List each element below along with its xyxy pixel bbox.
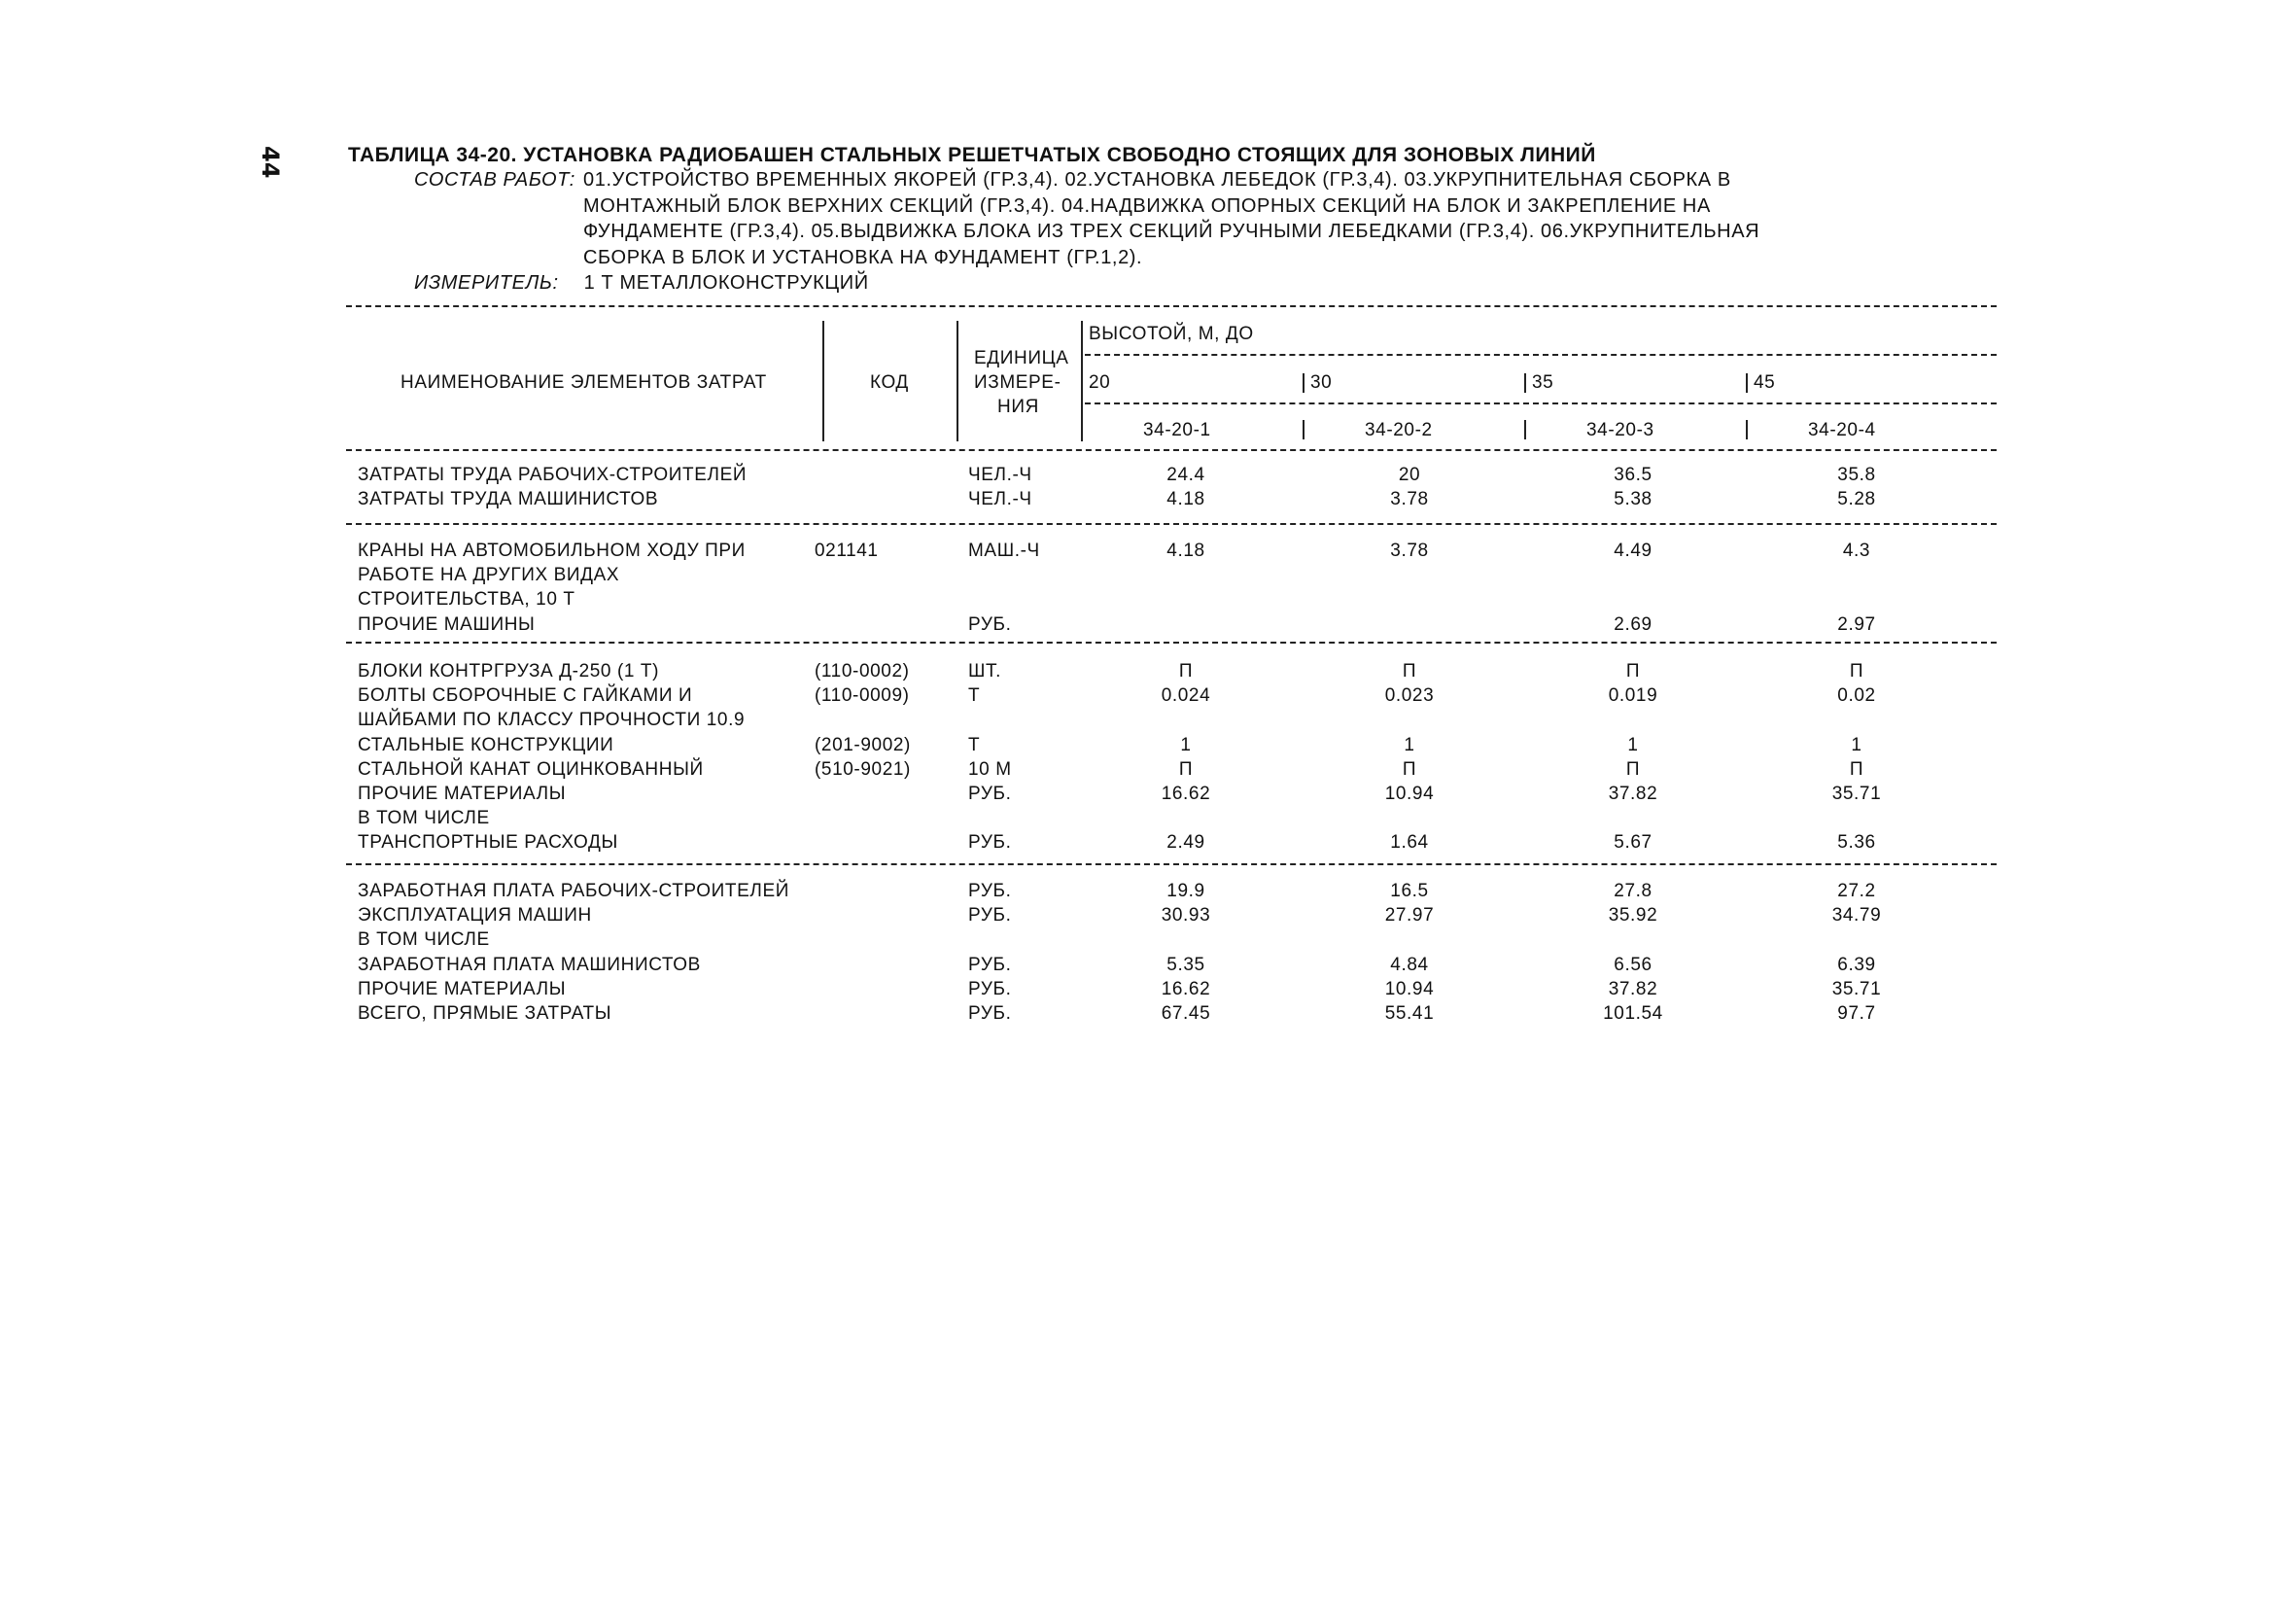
table-row — [0, 784, 2296, 809]
row-value-34-20-2: 1.64 — [1390, 832, 1429, 854]
column-divider — [1081, 321, 1083, 441]
table-row — [0, 465, 2296, 490]
row-unit: ШТ. — [968, 661, 1001, 682]
row-name: ШАЙБАМИ ПО КЛАССУ ПРОЧНОСТИ 10.9 — [358, 710, 746, 731]
header-code: КОД — [870, 372, 909, 393]
row-value-34-20-3: 0.019 — [1608, 685, 1658, 707]
row-unit: РУБ. — [968, 954, 1012, 975]
row-value-34-20-4: 97.7 — [1837, 1003, 1876, 1024]
row-name: В ТОМ ЧИСЛЕ — [358, 808, 490, 829]
row-code: (110-0002) — [815, 661, 910, 682]
table-row — [0, 832, 2296, 857]
row-value-34-20-3: 35.92 — [1608, 905, 1658, 926]
section-divider — [346, 523, 1997, 525]
row-value-34-20-4: П — [1849, 758, 1864, 780]
row-value-34-20-3: 4.49 — [1614, 541, 1652, 561]
row-value-34-20-2: 10.94 — [1384, 784, 1435, 804]
row-name: РАБОТЕ НА ДРУГИХ ВИДАХ — [358, 565, 620, 586]
row-value-34-20-2: 4.84 — [1390, 954, 1429, 975]
header-norm-code: 34-20-3 — [1586, 420, 1654, 440]
row-unit: РУБ. — [968, 881, 1012, 901]
row-value-34-20-4: 6.39 — [1837, 954, 1876, 975]
header-height: 45 — [1754, 372, 1776, 393]
row-value-34-20-4: П — [1849, 661, 1864, 682]
row-value-34-20-4: 35.71 — [1831, 978, 1882, 999]
table-row — [0, 489, 2296, 514]
row-value-34-20-3: 2.69 — [1614, 613, 1652, 635]
table-row — [0, 614, 2296, 640]
row-value-34-20-2: 16.5 — [1390, 881, 1429, 901]
row-name: ЗАРАБОТНАЯ ПЛАТА МАШИНИСТОВ — [358, 954, 701, 975]
composition-line: 01.УСТРОЙСТВО ВРЕМЕННЫХ ЯКОРЕЙ (ГР.3,4). 02.УСТАНОВКА ЛЕБЕДОК (ГР.3,4). 03.УКРУПНИТЕЛЬНАЯ СБОРКА В — [583, 169, 1731, 191]
header-norm-code: 34-20-4 — [1808, 420, 1876, 440]
row-value-34-20-4: 4.3 — [1842, 541, 1871, 561]
row-value-34-20-3: П — [1625, 661, 1641, 682]
row-value-34-20-4: 35.71 — [1831, 784, 1882, 804]
measure-unit — [414, 272, 869, 295]
row-value-34-20-4: 2.97 — [1837, 613, 1876, 635]
header-unit-line: ЕДИНИЦА — [974, 348, 1069, 368]
row-value-34-20-1: 1 — [1180, 734, 1192, 755]
header-sub-rule — [1085, 402, 1997, 404]
row-unit: МАШ.-Ч — [968, 541, 1040, 561]
row-name: ТРАНСПОРТНЫЕ РАСХОДЫ — [358, 832, 618, 854]
row-value-34-20-1: 67.45 — [1161, 1003, 1211, 1024]
row-value-34-20-2: 0.023 — [1384, 685, 1435, 707]
row-unit: РУБ. — [968, 905, 1012, 926]
header-norm-code: 34-20-2 — [1365, 420, 1433, 440]
row-code: (110-0009) — [815, 685, 910, 707]
section-divider — [346, 642, 1997, 644]
row-value-34-20-3: 37.82 — [1608, 978, 1658, 999]
row-value-34-20-3: 5.38 — [1614, 489, 1652, 510]
table-top-rule — [346, 305, 1997, 307]
row-name: БЛОКИ КОНТРГРУЗА Д-250 (1 Т) — [358, 661, 660, 682]
table-row — [0, 1003, 2296, 1029]
measure-label: ИЗМЕРИТЕЛЬ: — [414, 272, 559, 294]
row-name: ЗАТРАТЫ ТРУДА РАБОЧИХ-СТРОИТЕЛЕЙ — [358, 465, 748, 485]
row-value-34-20-3: П — [1625, 758, 1641, 780]
row-value-34-20-1: П — [1178, 758, 1194, 780]
row-value-34-20-4: 5.36 — [1837, 832, 1876, 854]
composition-text — [583, 169, 1886, 272]
header-height: 30 — [1310, 372, 1333, 393]
column-divider — [822, 321, 824, 441]
row-value-34-20-3: 6.56 — [1614, 954, 1652, 975]
row-value-34-20-1: 16.62 — [1161, 784, 1211, 804]
row-name: ПРОЧИЕ МАТЕРИАЛЫ — [358, 978, 567, 999]
header-unit-line: НИЯ — [997, 397, 1039, 417]
row-unit: РУБ. — [968, 784, 1012, 804]
row-name: БОЛТЫ СБОРОЧНЫЕ С ГАЙКАМИ И — [358, 685, 693, 707]
row-name: КРАНЫ НА АВТОМОБИЛЬНОМ ХОДУ ПРИ — [358, 541, 746, 561]
row-name: СТАЛЬНЫЕ КОНСТРУКЦИИ — [358, 734, 614, 755]
row-value-34-20-3: 5.67 — [1614, 832, 1652, 854]
row-name: В ТОМ ЧИСЛЕ — [358, 929, 490, 951]
row-value-34-20-3: 101.54 — [1603, 1003, 1663, 1024]
column-divider — [1303, 420, 1305, 439]
composition-line: СБОРКА В БЛОК И УСТАНОВКА НА ФУНДАМЕНТ (ГР.1,2). — [583, 246, 1143, 268]
row-value-34-20-2: 1 — [1404, 734, 1415, 755]
table-row — [0, 685, 2296, 711]
row-value-34-20-4: 34.79 — [1831, 905, 1882, 926]
column-divider — [1746, 373, 1748, 393]
row-code: 021141 — [815, 541, 879, 561]
row-value-34-20-4: 35.8 — [1837, 465, 1876, 485]
table-row — [0, 979, 2296, 1004]
row-value-34-20-2: 3.78 — [1390, 489, 1429, 510]
composition-line: ФУНДАМЕНТЕ (ГР.3,4). 05.ВЫДВИЖКА БЛОКА ИЗ ТРЕХ СЕКЦИЙ РУЧНЫМИ ЛЕБЕДКАМИ (ГР.3,4). 06.УКРУПНИТЕЛЬНАЯ — [583, 221, 1760, 242]
row-value-34-20-1: 30.93 — [1161, 905, 1211, 926]
row-value-34-20-1: П — [1178, 661, 1194, 682]
table-row — [0, 881, 2296, 906]
row-name: СТАЛЬНОЙ КАНАТ ОЦИНКОВАННЫЙ — [358, 758, 704, 780]
row-value-34-20-2: 55.41 — [1384, 1003, 1435, 1024]
row-value-34-20-1: 4.18 — [1166, 489, 1205, 510]
table-row — [0, 589, 2296, 614]
table-row — [0, 808, 2296, 833]
row-value-34-20-1: 0.024 — [1161, 685, 1211, 707]
row-unit: РУБ. — [968, 1003, 1012, 1024]
table-row — [0, 565, 2296, 590]
header-norm-code: 34-20-1 — [1143, 420, 1211, 440]
table-row — [0, 929, 2296, 955]
composition-line: МОНТАЖНЫЙ БЛОК ВЕРХНИХ СЕКЦИЙ (ГР.3,4). 04.НАДВИЖКА ОПОРНЫХ СЕКЦИЙ НА БЛОК И ЗАКРЕПЛЕНИЕ НА — [583, 194, 1711, 217]
row-unit: РУБ. — [968, 978, 1012, 999]
row-unit: Т — [968, 734, 981, 755]
row-unit: Т — [968, 685, 981, 707]
column-divider — [1524, 420, 1526, 439]
row-value-34-20-2: 27.97 — [1384, 905, 1435, 926]
row-name: ПРОЧИЕ МАШИНЫ — [358, 613, 536, 635]
column-divider — [957, 321, 958, 441]
row-value-34-20-3: 37.82 — [1608, 784, 1658, 804]
row-name: ЗАРАБОТНАЯ ПЛАТА РАБОЧИХ-СТРОИТЕЛЕЙ — [358, 881, 789, 901]
section-divider — [346, 863, 1997, 865]
row-value-34-20-4: 1 — [1851, 734, 1862, 755]
header-height-label: ВЫСОТОЙ, М, ДО — [1089, 324, 1254, 344]
row-value-34-20-4: 27.2 — [1837, 881, 1876, 901]
page-number: 44 — [257, 146, 284, 179]
row-name: ЭКСПЛУАТАЦИЯ МАШИН — [358, 905, 592, 926]
row-value-34-20-3: 27.8 — [1614, 881, 1652, 901]
row-value-34-20-2: 10.94 — [1384, 978, 1435, 999]
header-bottom-rule — [346, 449, 1997, 451]
row-name: СТРОИТЕЛЬСТВА, 10 Т — [358, 589, 575, 611]
composition-label: СОСТАВ РАБОТ: — [414, 169, 575, 191]
table-row — [0, 759, 2296, 785]
row-value-34-20-4: 5.28 — [1837, 489, 1876, 510]
column-divider — [1303, 373, 1305, 393]
row-unit: 10 М — [968, 758, 1012, 780]
row-value-34-20-2: П — [1402, 661, 1417, 682]
row-name: ЗАТРАТЫ ТРУДА МАШИНИСТОВ — [358, 489, 659, 510]
row-value-34-20-2: 3.78 — [1390, 541, 1429, 561]
row-value-34-20-2: П — [1402, 758, 1417, 780]
row-value-34-20-3: 36.5 — [1614, 465, 1652, 485]
row-value-34-20-1: 2.49 — [1166, 832, 1205, 854]
row-name: ВСЕГО, ПРЯМЫЕ ЗАТРАТЫ — [358, 1003, 612, 1024]
row-value-34-20-1: 24.4 — [1166, 465, 1205, 485]
row-unit: ЧЕЛ.-Ч — [968, 465, 1032, 485]
table-row — [0, 661, 2296, 686]
row-value-34-20-3: 1 — [1627, 734, 1639, 755]
row-unit: ЧЕЛ.-Ч — [968, 489, 1032, 510]
table-row — [0, 905, 2296, 930]
row-code: (201-9002) — [815, 734, 911, 755]
header-unit-line: ИЗМЕРЕ- — [974, 372, 1061, 393]
table-row — [0, 710, 2296, 735]
table-row — [0, 541, 2296, 566]
row-value-34-20-1: 5.35 — [1166, 954, 1205, 975]
header-height: 35 — [1532, 372, 1554, 393]
row-value-34-20-1: 4.18 — [1166, 541, 1205, 561]
row-value-34-20-1: 16.62 — [1161, 978, 1211, 999]
row-code: (510-9021) — [815, 758, 911, 780]
header-height: 20 — [1089, 372, 1111, 393]
row-name: ПРОЧИЕ МАТЕРИАЛЫ — [358, 784, 567, 804]
column-divider — [1524, 373, 1526, 393]
row-value-34-20-2: 20 — [1398, 465, 1421, 485]
header-sub-rule — [1085, 354, 1997, 356]
table-row — [0, 955, 2296, 980]
measure-value: 1 Т МЕТАЛЛОКОНСТРУКЦИЙ — [583, 272, 869, 294]
column-divider — [1746, 420, 1748, 439]
table-row — [0, 735, 2296, 760]
row-unit: РУБ. — [968, 832, 1012, 854]
row-value-34-20-1: 19.9 — [1166, 881, 1205, 901]
table-title: ТАБЛИЦА 34-20. УСТАНОВКА РАДИОБАШЕН СТАЛЬНЫХ РЕШЕТЧАТЫХ СВОБОДНО СТОЯЩИХ ДЛЯ ЗОНОВЫХ ЛИНИЙ — [348, 144, 1596, 166]
header-name: НАИМЕНОВАНИЕ ЭЛЕМЕНТОВ ЗАТРАТ — [400, 372, 767, 393]
row-value-34-20-4: 0.02 — [1837, 685, 1876, 707]
row-unit: РУБ. — [968, 613, 1012, 635]
